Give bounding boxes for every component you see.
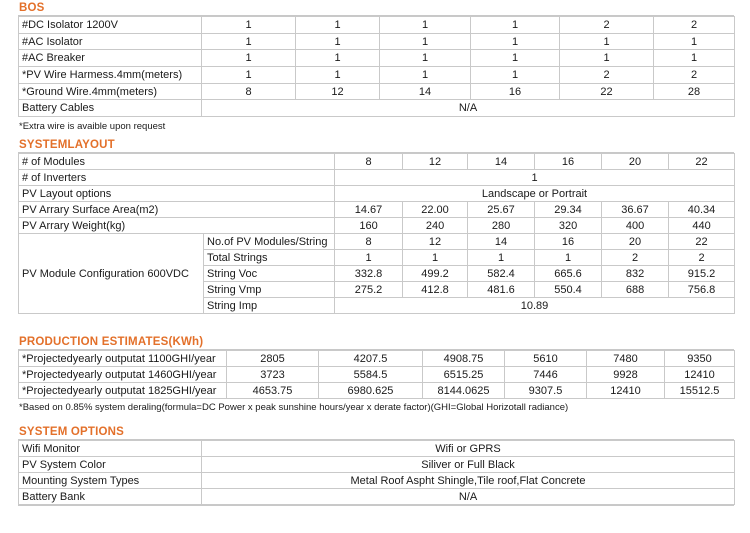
bos-cell: 1 xyxy=(471,33,560,50)
options-row xyxy=(19,489,735,505)
layout-config-cell: 1 xyxy=(335,250,403,266)
production-cell: 2805 xyxy=(227,351,319,367)
layout-config-cell: 2 xyxy=(669,250,735,266)
options-row-label: Battery Bank xyxy=(19,489,202,505)
bos-cell: 16 xyxy=(471,83,560,100)
options-table xyxy=(18,440,735,505)
layout-config-sublabel: Total Strings xyxy=(204,250,335,266)
layout-inverters-value: 1 xyxy=(335,170,735,186)
layout-config-cell: 275.2 xyxy=(335,282,403,298)
bos-row xyxy=(19,83,735,100)
production-cell: 4908.75 xyxy=(423,351,505,367)
bos-cell: 1 xyxy=(202,50,296,67)
layout-inverters-label: # of Inverters xyxy=(19,170,335,186)
layout-area-label: PV Arrary Surface Area(m2) xyxy=(19,202,335,218)
production-cell: 9307.5 xyxy=(505,383,587,399)
layout-area-cell: 40.34 xyxy=(669,202,735,218)
production-cell: 5584.5 xyxy=(319,367,423,383)
layout-weight-cell: 400 xyxy=(602,218,669,234)
layout-area-cell: 22.00 xyxy=(403,202,468,218)
layout-modules-cell: 12 xyxy=(403,154,468,170)
options-body xyxy=(19,441,735,505)
bos-body xyxy=(19,17,735,117)
layout-config-cell: 499.2 xyxy=(403,266,468,282)
layout-area-cell: 29.34 xyxy=(535,202,602,218)
production-cell: 7480 xyxy=(587,351,665,367)
production-cell: 12410 xyxy=(665,367,735,383)
production-cell: 5610 xyxy=(505,351,587,367)
bos-cell: 2 xyxy=(560,17,654,34)
layout-inverters-row xyxy=(19,170,735,186)
layout-area-cell: 14.67 xyxy=(335,202,403,218)
options-row xyxy=(19,473,735,489)
production-cell: 6515.25 xyxy=(423,367,505,383)
production-cell: 4207.5 xyxy=(319,351,423,367)
layout-config-cell: 22 xyxy=(669,234,735,250)
bos-row-label: *PV Wire Harmess.4mm(meters) xyxy=(19,67,202,84)
layout-options-value: Landscape or Portrait xyxy=(335,186,735,202)
layout-config-row xyxy=(19,234,735,250)
layout-config-cell: 582.4 xyxy=(468,266,535,282)
layout-config-cell: 756.8 xyxy=(669,282,735,298)
layout-modules-label: # of Modules xyxy=(19,154,335,170)
bos-cell: 28 xyxy=(654,83,735,100)
bos-battery-row xyxy=(19,100,735,117)
options-row-value: Metal Roof Aspht Shingle,Tile roof,Flat Concrete xyxy=(202,473,735,489)
production-cell: 4653.75 xyxy=(227,383,319,399)
options-row-value: N/A xyxy=(202,489,735,505)
bos-title: BOS xyxy=(19,2,45,14)
layout-config-cell: 16 xyxy=(535,234,602,250)
production-cell: 9928 xyxy=(587,367,665,383)
layout-modules-cell: 14 xyxy=(468,154,535,170)
bos-cell: 1 xyxy=(296,67,380,84)
layout-area-cell: 36.67 xyxy=(602,202,669,218)
bos-cell: 1 xyxy=(560,50,654,67)
production-row-label: *Projectedyearly outputat 1460GHI/year xyxy=(19,367,227,383)
production-cell: 8144.0625 xyxy=(423,383,505,399)
bos-cell: 1 xyxy=(654,33,735,50)
layout-modules-cell: 8 xyxy=(335,154,403,170)
layout-modules-row xyxy=(19,154,735,170)
bos-cell: 1 xyxy=(380,67,471,84)
bos-row xyxy=(19,33,735,50)
bos-cell: 1 xyxy=(380,33,471,50)
options-row xyxy=(19,457,735,473)
production-cell: 7446 xyxy=(505,367,587,383)
layout-config-cell: 915.2 xyxy=(669,266,735,282)
production-cell: 3723 xyxy=(227,367,319,383)
production-row xyxy=(19,351,735,367)
options-bottom-rule xyxy=(18,505,734,506)
bos-cell: 14 xyxy=(380,83,471,100)
layout-modules-cell: 16 xyxy=(535,154,602,170)
bos-cell: 12 xyxy=(296,83,380,100)
bos-cell: 1 xyxy=(380,50,471,67)
layout-weight-cell: 280 xyxy=(468,218,535,234)
options-row-label: Mounting System Types xyxy=(19,473,202,489)
bos-row-label: #DC Isolator 1200V xyxy=(19,17,202,34)
layout-config-cell: 14 xyxy=(468,234,535,250)
layout-config-cell: 8 xyxy=(335,234,403,250)
layout-table xyxy=(18,153,735,314)
layout-config-cell: 2 xyxy=(602,250,669,266)
layout-config-cell: 1 xyxy=(403,250,468,266)
layout-config-cell: 1 xyxy=(535,250,602,266)
bos-cell: 2 xyxy=(654,17,735,34)
layout-area-cell: 25.67 xyxy=(468,202,535,218)
production-cell: 6980.625 xyxy=(319,383,423,399)
production-row-label: *Projectedyearly outputat 1100GHI/year xyxy=(19,351,227,367)
production-note: *Based on 0.85% system deraling(formula=DC Power x peak sunshine hours/year x derate factor)(GHI=Global Horizotall radiance) xyxy=(19,402,569,413)
bos-cell: 22 xyxy=(560,83,654,100)
production-body xyxy=(19,351,735,399)
bos-table xyxy=(18,16,735,117)
layout-config-cell: 20 xyxy=(602,234,669,250)
options-row xyxy=(19,441,735,457)
layout-config-sublabel: String Vmp xyxy=(204,282,335,298)
bos-cell: 2 xyxy=(560,67,654,84)
production-row-label: *Projectedyearly outputat 1825GHI/year xyxy=(19,383,227,399)
options-row-label: PV System Color xyxy=(19,457,202,473)
options-row-value: Wifi or GPRS xyxy=(202,441,735,457)
layout-options-label: PV Layout options xyxy=(19,186,335,202)
layout-area-row xyxy=(19,202,735,218)
bos-cell: 1 xyxy=(296,17,380,34)
layout-config-sublabel: String Voc xyxy=(204,266,335,282)
bos-row-label: #AC Isolator xyxy=(19,33,202,50)
layout-options-row xyxy=(19,186,735,202)
bos-cell: 1 xyxy=(471,17,560,34)
bos-row xyxy=(19,17,735,34)
layout-weight-cell: 240 xyxy=(403,218,468,234)
bos-cell: 1 xyxy=(471,50,560,67)
options-title: SYSTEM OPTIONS xyxy=(19,426,125,438)
layout-weight-label: PV Arrary Weight(kg) xyxy=(19,218,335,234)
bos-battery-label: Battery Cables xyxy=(19,100,202,117)
layout-weight-row xyxy=(19,218,735,234)
layout-title: SYSTEMLAYOUT xyxy=(19,139,115,151)
layout-config-label: PV Module Configuration 600VDC xyxy=(19,234,204,314)
layout-config-cell: 481.6 xyxy=(468,282,535,298)
layout-modules-cell: 22 xyxy=(669,154,735,170)
layout-config-cell: 412.8 xyxy=(403,282,468,298)
layout-config-cell: 665.6 xyxy=(535,266,602,282)
production-cell: 15512.5 xyxy=(665,383,735,399)
layout-config-sublabel: No.of PV Modules/String xyxy=(204,234,335,250)
bos-cell: 2 xyxy=(654,67,735,84)
bos-cell: 1 xyxy=(202,17,296,34)
bos-row-label: *Ground Wire.4mm(meters) xyxy=(19,83,202,100)
production-row xyxy=(19,367,735,383)
layout-config-cell: 332.8 xyxy=(335,266,403,282)
layout-config-cell: 688 xyxy=(602,282,669,298)
layout-config-cell: 550.4 xyxy=(535,282,602,298)
bos-row xyxy=(19,50,735,67)
bos-row xyxy=(19,67,735,84)
layout-config-cell: 12 xyxy=(403,234,468,250)
bos-cell: 1 xyxy=(296,50,380,67)
bos-cell: 8 xyxy=(202,83,296,100)
options-row-label: Wifi Monitor xyxy=(19,441,202,457)
bos-cell: 1 xyxy=(380,17,471,34)
layout-imp-label: String Imp xyxy=(204,298,335,314)
bos-note: *Extra wire is avaible upon request xyxy=(19,121,166,132)
layout-weight-cell: 160 xyxy=(335,218,403,234)
layout-weight-cell: 440 xyxy=(669,218,735,234)
options-row-value: Siliver or Full Black xyxy=(202,457,735,473)
bos-row-label: #AC Breaker xyxy=(19,50,202,67)
layout-config-cell: 832 xyxy=(602,266,669,282)
bos-cell: 1 xyxy=(296,33,380,50)
layout-imp-value: 10.89 xyxy=(335,298,735,314)
production-row xyxy=(19,383,735,399)
production-title: PRODUCTION ESTIMATES(KWh) xyxy=(19,336,204,348)
bos-cell: 1 xyxy=(202,33,296,50)
bos-cell: 1 xyxy=(202,67,296,84)
layout-weight-cell: 320 xyxy=(535,218,602,234)
bos-cell: 1 xyxy=(654,50,735,67)
bos-cell: 1 xyxy=(471,67,560,84)
bos-cell: 1 xyxy=(560,33,654,50)
production-table xyxy=(18,350,735,399)
bos-battery-value: N/A xyxy=(202,100,735,117)
layout-modules-cell: 20 xyxy=(602,154,669,170)
layout-config-cell: 1 xyxy=(468,250,535,266)
production-cell: 12410 xyxy=(587,383,665,399)
production-cell: 9350 xyxy=(665,351,735,367)
